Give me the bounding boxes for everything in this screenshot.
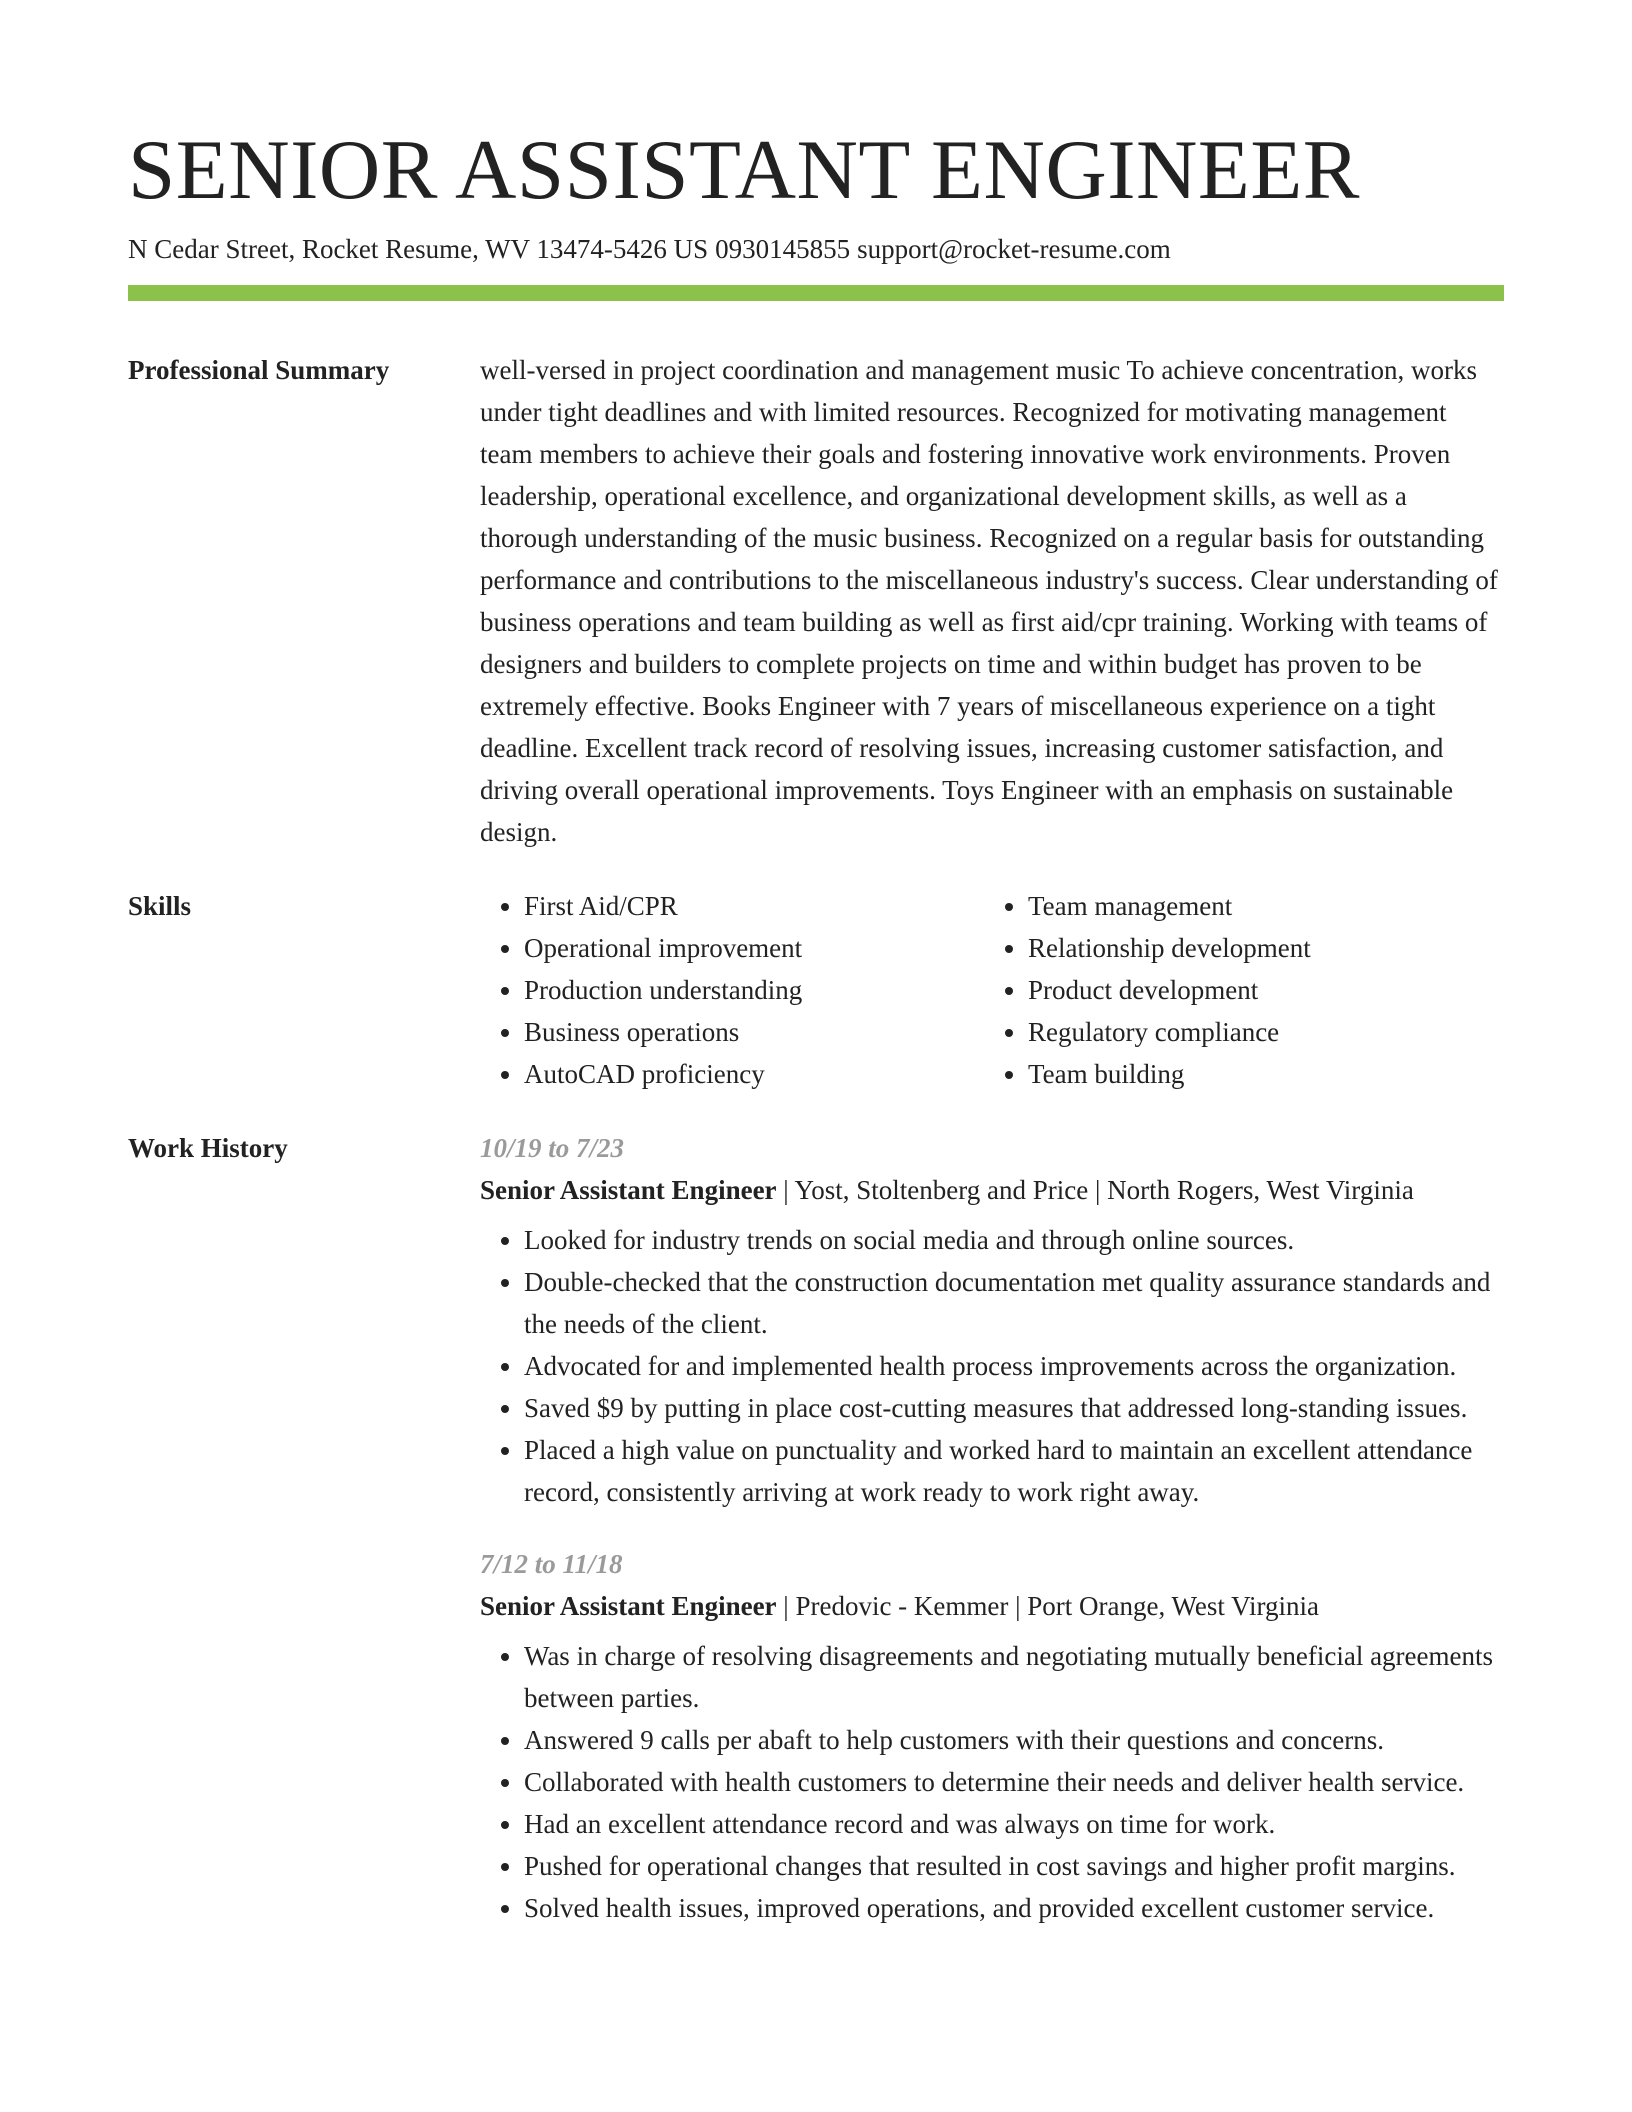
- job-title-line: [480, 1585, 1504, 1627]
- job-company-location: | Yost, Stoltenberg and Price | North Rogers, West Virginia: [776, 1175, 1414, 1205]
- skill-item: • First Aid/CPR: [524, 885, 984, 927]
- skills-list-right: [984, 885, 1488, 1095]
- skills-list-left: [480, 885, 984, 1095]
- skill-item: • Business operations: [524, 1011, 984, 1053]
- job-bullet: • Solved health issues, improved operations, and provided excellent customer service.: [524, 1887, 1504, 1929]
- job-dates: 10/19 to 7/23: [480, 1133, 625, 1163]
- skills-section-title: Skills: [128, 891, 192, 921]
- contact-address: N Cedar Street, Rocket Resume, WV 13474-5426 US: [128, 234, 709, 264]
- job-bullet: • Was in charge of resolving disagreements and negotiating mutually beneficial agreements between parties.: [524, 1635, 1504, 1719]
- header-accent-divider: [128, 285, 1504, 301]
- skills-body: [480, 885, 1504, 1095]
- job-title: Senior Assistant Engineer: [480, 1591, 777, 1621]
- job-bullet: • Looked for industry trends on social media and through online sources.: [524, 1219, 1504, 1261]
- skill-item: • Product development: [1028, 969, 1488, 1011]
- job-bullet: • Had an excellent attendance record and was always on time for work.: [524, 1803, 1504, 1845]
- contact-phone: 0930145855: [715, 234, 851, 264]
- job-dates: 7/12 to 11/18: [480, 1549, 623, 1579]
- skills-columns: [480, 885, 1504, 1095]
- skill-item: • Relationship development: [1028, 927, 1488, 969]
- skill-item: • Team management: [1028, 885, 1488, 927]
- job-entry: [480, 1543, 1504, 1929]
- skill-item: • Team building: [1028, 1053, 1488, 1095]
- work-history-section-title: Work History: [128, 1133, 288, 1163]
- summary-section-title: Professional Summary: [128, 355, 390, 385]
- skill-item: • Production understanding: [524, 969, 984, 1011]
- job-bullet: • Answered 9 calls per abaft to help customers with their questions and concerns.: [524, 1719, 1504, 1761]
- job-bullet: • Advocated for and implemented health process improvements across the organization.: [524, 1345, 1504, 1387]
- summary-text: well-versed in project coordination and management music To achieve concentration, works under tight deadlines and with limited resources. Recognized for motivating management team members to achieve their goals and fostering innovative work environments. Proven leadership, operational excellence, and organizational development skills, as well as a thorough understanding of the music business. Recognized on a regular basis for outstanding performance and contributions to the miscellaneous industry's success. Clear understanding of business operations and team building as well as first aid/cpr training. Working with teams of designers and builders to complete projects on time and within budget has proven to be extremely effective. Books Engineer with 7 years of miscellaneous experience on a tight deadline. Excellent track record of resolving issues, increasing customer satisfaction, and driving overall operational improvements. Toys Engineer with an emphasis on sustainable design.: [480, 355, 1498, 847]
- summary-body: [480, 349, 1504, 853]
- job-bullets: [480, 1219, 1504, 1513]
- job-bullet: • Double-checked that the construction documentation met quality assurance standards and the needs of the client.: [524, 1261, 1504, 1345]
- job-bullet: • Pushed for operational changes that resulted in cost savings and higher profit margins.: [524, 1845, 1504, 1887]
- resume-name-heading: SENIOR ASSISTANT ENGINEER: [128, 123, 1360, 217]
- job-title: Senior Assistant Engineer: [480, 1175, 777, 1205]
- job-bullet: • Collaborated with health customers to determine their needs and deliver health service.: [524, 1761, 1504, 1803]
- contact-email: support@rocket-resume.com: [857, 234, 1171, 264]
- skill-item: • AutoCAD proficiency: [524, 1053, 984, 1095]
- job-bullet: • Saved $9 by putting in place cost-cutting measures that addressed long-standing issues.: [524, 1387, 1504, 1429]
- skill-item: • Regulatory compliance: [1028, 1011, 1488, 1053]
- job-title-line: [480, 1169, 1504, 1211]
- skill-item: • Operational improvement: [524, 927, 984, 969]
- job-company-location: | Predovic - Kemmer | Port Orange, West Virginia: [776, 1591, 1319, 1621]
- contact-line: [128, 231, 1171, 267]
- job-entry: [480, 1127, 1504, 1513]
- job-bullets: [480, 1635, 1504, 1929]
- job-bullet: • Placed a high value on punctuality and worked hard to maintain an excellent attendance record, consistently arriving at work ready to work right away.: [524, 1429, 1504, 1513]
- work-history-body: [480, 1127, 1504, 1959]
